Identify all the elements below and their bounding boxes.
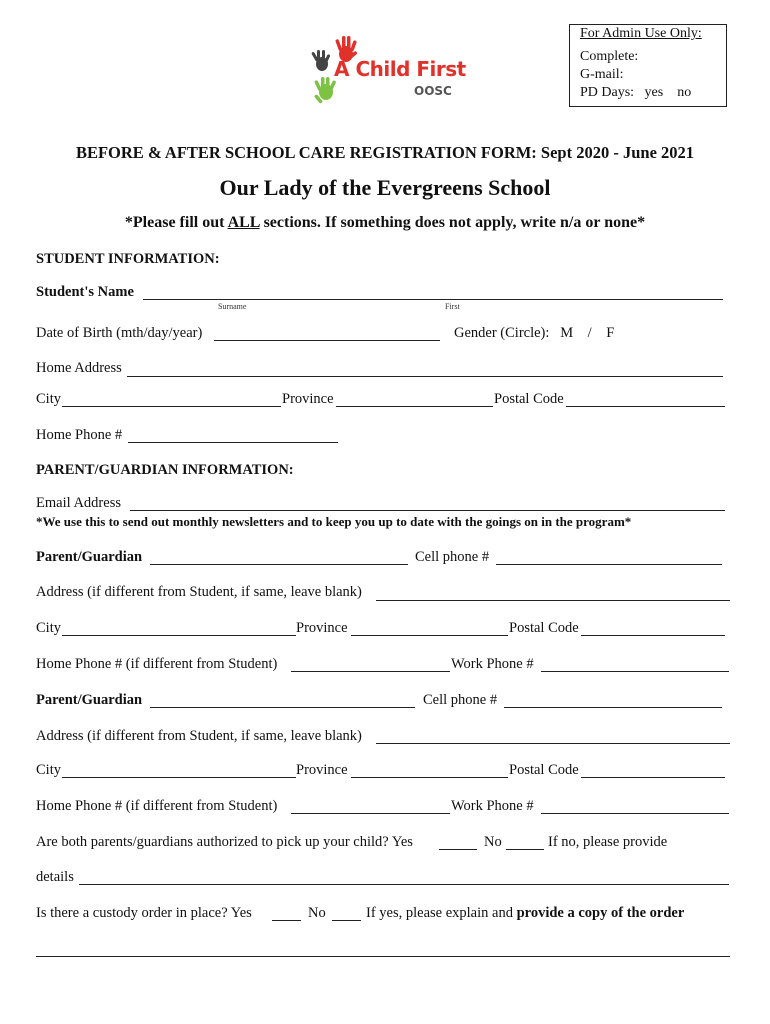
email-note: *We use this to send out monthly newsletters and to keep you up to date with the goings on in the program* — [36, 514, 632, 529]
guardian2-address-label: Address (if different from Student, if same, leave blank) — [36, 728, 362, 744]
guardian2-city-field[interactable] — [62, 777, 296, 778]
home-address-label: Home Address — [36, 360, 122, 376]
guardian1-address-field[interactable] — [376, 600, 730, 601]
guardian1-province-label: Province — [296, 620, 348, 636]
student-postal-field[interactable] — [566, 406, 725, 407]
guardian1-address-label: Address (if different from Student, if same, leave blank) — [36, 584, 362, 600]
admin-pd-days: PD Days: yes no — [580, 85, 692, 100]
guardian1-postal-label: Postal Code — [509, 620, 579, 636]
custody-no-label: No — [308, 905, 326, 921]
student-postal-label: Postal Code — [494, 391, 564, 407]
guardian2-city-label: City — [36, 762, 61, 778]
guardian1-work-phone-field[interactable] — [541, 671, 729, 672]
auth-details-field[interactable] — [79, 884, 729, 885]
custody-copy-text: provide a copy of the order — [516, 905, 685, 921]
guardian2-province-field[interactable] — [351, 777, 508, 778]
guardian1-home-phone-label: Home Phone # (if different from Student) — [36, 656, 278, 672]
auth-question: Are both parents/guardians authorized to pick up your child? Yes — [36, 834, 413, 850]
student-home-phone-field[interactable] — [128, 442, 338, 443]
home-address-field[interactable] — [127, 376, 723, 377]
student-heading: STUDENT INFORMATION: — [36, 251, 220, 267]
instructions-post: sections. If something does not apply, write n/a or none* — [259, 214, 646, 231]
auth-yes-field[interactable] — [439, 849, 477, 850]
surname-caption: Surname — [218, 302, 247, 311]
student-city-label: City — [36, 391, 61, 407]
custody-yes-field[interactable] — [272, 920, 301, 921]
instructions — [0, 214, 770, 232]
guardian1-province-field[interactable] — [351, 635, 508, 636]
guardian1-cell-label: Cell phone # — [415, 549, 490, 565]
gender-label[interactable]: Gender (Circle): M / F — [454, 325, 615, 341]
admin-gmail: G-mail: — [580, 67, 624, 82]
guardian2-cell-label: Cell phone # — [423, 692, 498, 708]
admin-complete: Complete: — [580, 49, 639, 64]
custody-if-yes-text: If yes, please explain and — [366, 905, 517, 921]
guardian2-home-phone-field[interactable] — [291, 813, 450, 814]
guardian1-city-field[interactable] — [62, 635, 296, 636]
guardian2-label: Parent/Guardian — [36, 692, 143, 708]
guardian1-home-phone-field[interactable] — [291, 671, 450, 672]
student-province-field[interactable] — [336, 406, 493, 407]
instructions-all: ALL — [227, 214, 260, 231]
guardian1-city-label: City — [36, 620, 61, 636]
guardian1-field[interactable] — [150, 564, 408, 565]
student-name-field[interactable] — [143, 299, 723, 300]
parent-heading: PARENT/GUARDIAN INFORMATION: — [36, 462, 294, 478]
guardian1-work-phone-label: Work Phone # — [451, 656, 534, 672]
student-home-phone-label: Home Phone # — [36, 427, 123, 443]
custody-if-yes — [366, 905, 684, 922]
email-field[interactable] — [130, 510, 725, 511]
guardian2-province-label: Province — [296, 762, 348, 778]
student-province-label: Province — [282, 391, 334, 407]
a-child-first-logo — [310, 34, 470, 110]
auth-details-label: details — [36, 869, 74, 885]
student-city-field[interactable] — [62, 406, 281, 407]
student-name-label: Student's Name — [36, 284, 134, 300]
guardian2-field[interactable] — [150, 707, 415, 708]
school-name: Our Lady of the Evergreens School — [219, 175, 551, 200]
auth-no-label: No — [484, 834, 502, 850]
logo-name: A Child First — [334, 57, 466, 81]
admin-use-box — [569, 24, 727, 107]
email-label: Email Address — [36, 495, 121, 511]
guardian2-cell-field[interactable] — [504, 707, 722, 708]
dob-field[interactable] — [214, 340, 440, 341]
form-title: BEFORE & AFTER SCHOOL CARE REGISTRATION FORM: Sept 2020 - June 2021 — [75, 143, 695, 162]
dob-label: Date of Birth (mth/day/year) — [36, 325, 203, 341]
custody-question: Is there a custody order in place? Yes — [36, 905, 252, 921]
logo-sub: OOSC — [414, 84, 452, 98]
guardian1-label: Parent/Guardian — [36, 549, 143, 565]
auth-if-no: If no, please provide — [548, 834, 668, 850]
instructions-pre: *Please fill out — [124, 214, 228, 231]
guardian2-work-phone-label: Work Phone # — [451, 798, 534, 814]
guardian1-cell-field[interactable] — [496, 564, 722, 565]
guardian2-postal-label: Postal Code — [509, 762, 579, 778]
first-caption: First — [445, 302, 460, 311]
auth-no-field[interactable] — [506, 849, 544, 850]
guardian2-address-field[interactable] — [376, 743, 730, 744]
guardian2-home-phone-label: Home Phone # (if different from Student) — [36, 798, 278, 814]
admin-title: For Admin Use Only: — [580, 26, 702, 41]
custody-explain-field[interactable] — [36, 956, 730, 957]
guardian2-work-phone-field[interactable] — [541, 813, 729, 814]
guardian2-postal-field[interactable] — [581, 777, 725, 778]
custody-no-field[interactable] — [332, 920, 361, 921]
guardian1-postal-field[interactable] — [581, 635, 725, 636]
